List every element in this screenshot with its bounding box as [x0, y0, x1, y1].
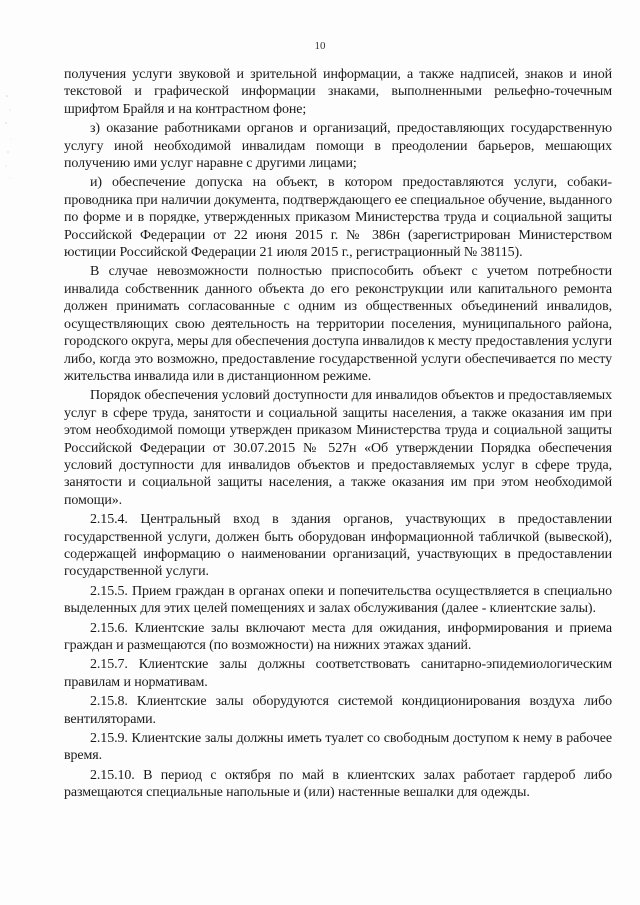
paragraph-2-15-6: 2.15.6. Клиентские залы включают места для ожидания, информирования и приема граждан и размещаются (по возможности) на нижних этажах зданий. — [64, 620, 612, 653]
paragraph-2-15-10: 2.15.10. В период с октября по май в клиентских залах работает гардероб либо размещаются специальные напольные и (или) настенные вешалки для одежды. — [64, 767, 612, 801]
document-body — [64, 66, 612, 804]
paragraph-2-15-9: 2.15.9. Клиентские залы должны иметь туалет со свободным доступом к нему в рабочее время. — [64, 731, 612, 764]
paragraph-adaptation: В случае невозможности полностью приспособить объект с учетом потребности инвалида собственник данного объекта до его реконструкции или капитального ремонта должен принимать согласованные с одним из общественных объединений инвалидов, осуществляющих свою деятельность на территории поселения, муниципального района, городского округа, меры для обеспечения доступа инвалидов к месту предоставления услуги либо, когда это возможно, предоставление государственной услуги обеспечивается по месту жительства инвалида или в дистанционном режиме. — [64, 264, 612, 384]
page-number: 10 — [314, 40, 326, 52]
paragraph-2-15-4: 2.15.4. Центральный вход в здания органов, участвующих в предоставлении государственной услуги, должен быть оборудован информационной табличкой (вывеской), содержащей информацию о наименовании организаций, участвующих в предоставлении государственной услуги. — [64, 512, 612, 580]
paragraph-item-z: з) оказание работниками органов и организаций, предоставляющих государственную услугу иной необходимой инвалидам помощи в преодолении барьеров, мешающих получению ими услуг наравне с другими лицами; — [64, 121, 612, 172]
paragraph-2-15-7: 2.15.7. Клиентские залы должны соответствовать санитарно-эпидемиологическим правилам и нормативам. — [64, 657, 612, 690]
paragraph-2-15-8: 2.15.8. Клиентские залы оборудуются системой кондиционирования воздуха либо вентиляторами. — [64, 694, 612, 727]
scan-noise-marks — [4, 92, 14, 182]
paragraph-item-i: и) обеспечение допуска на объект, в котором предоставляются услуги, собаки-проводника при наличии документа, подтверждающего ее специальное обучение, выданного по форме и в порядке, утвержденных приказом Министерства труда и социальной защиты Российской Федерации от 22 июня 2015 г. № 386н (зарегистрирован Министерством юстиции Российской Федерации 21 июля 2015 г., регистрационный № 38115). — [64, 175, 612, 261]
paragraph-2-15-5: 2.15.5. Прием граждан в органах опеки и попечительства осуществляется в специально выделенных для этих целей помещениях и залах обслуживания (далее - клиентские залы). — [64, 583, 612, 617]
paragraph-accessibility-order: Порядок обеспечения условий доступности для инвалидов объектов и предоставляемых услуг в сфере труда, занятости и социальной защиты населения, а также оказания им при этом необходимой помощи утвержден приказом Министерства труда и социальной защиты Российской Федерации от 30.07.2015 № 527н «Об утверждении Порядка обеспечения условий доступности для инвалидов объектов и предоставляемых услуг в сфере труда, занятости и социальной защиты населения, а также оказания им при этом необходимой помощи». — [64, 388, 612, 508]
paragraph-continuation: получения услуги звуковой и зрительной информации, а также надписей, знаков и иной текстовой и графической информации знаками, выполненными рельефно-точечным шрифтом Брайля и на контрастном фоне; — [64, 67, 612, 117]
